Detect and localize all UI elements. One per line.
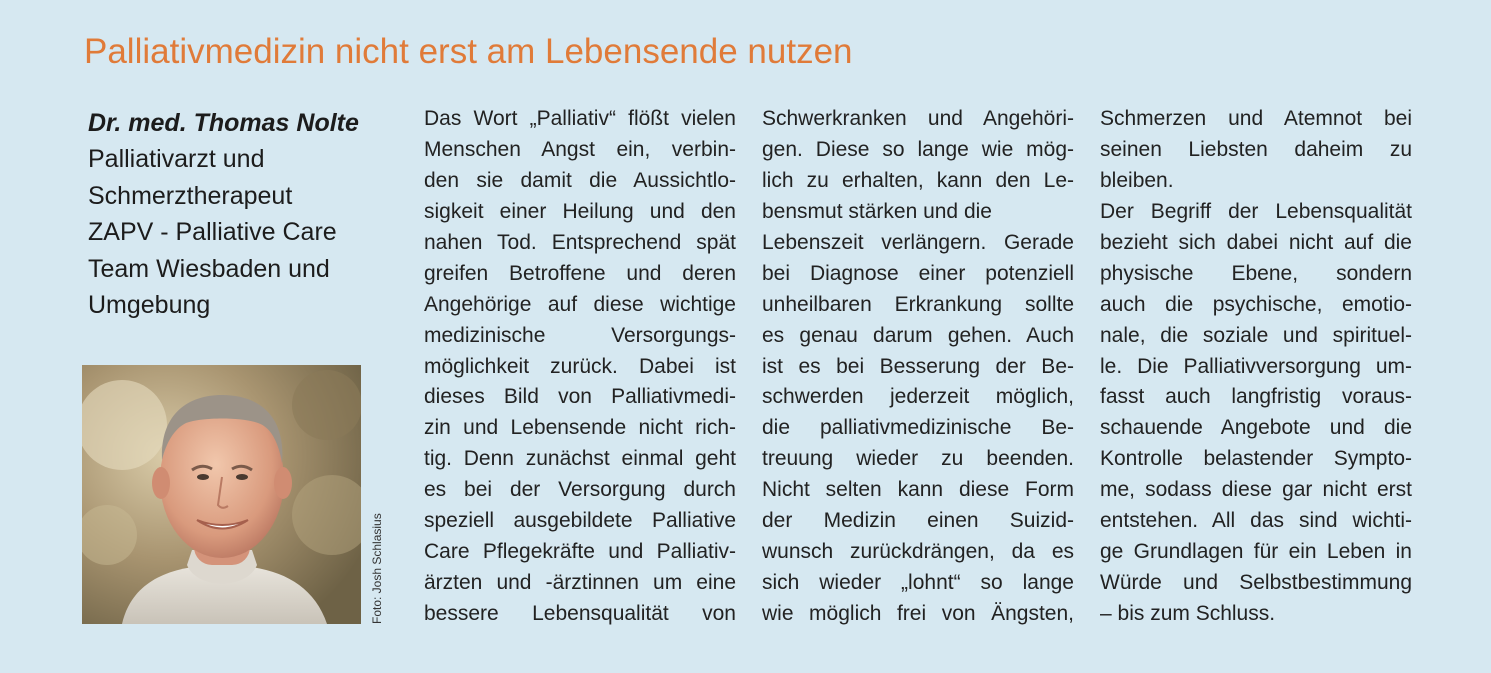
text-line: entstehen. All das sind wichti-: [1100, 509, 1412, 533]
text-line: die palliativmedizinische Be-: [762, 416, 1074, 440]
text-line: physische Ebene, sondern: [1100, 261, 1412, 285]
text-line: bezieht sich dabei nicht auf die: [1100, 230, 1412, 254]
text-line: me, sodass diese gar nicht erst: [1100, 478, 1412, 502]
text-line: unheilbaren Erkrankung sollte: [762, 292, 1074, 316]
text-line: bei Diagnose einer potenziell: [762, 261, 1074, 285]
photo-credit: Foto: Josh Schlasius: [370, 513, 384, 624]
text-line: ge Grundlagen für ein Leben in: [1100, 540, 1412, 564]
text-line: Lebenszeit verlängern. Gerade: [762, 230, 1074, 254]
text-line: tig. Denn zunächst einmal geht: [424, 447, 736, 471]
text-line: Würde und Selbstbestimmung: [1100, 571, 1412, 595]
text-line: gen. Diese so lange wie mög-: [762, 137, 1074, 161]
text-line: sigkeit einer Heilung und den: [424, 199, 736, 223]
text-line: den sie damit die Aussichtlo-: [424, 168, 736, 192]
text-line: bessere Lebensqualität von: [424, 602, 736, 625]
text-line: Schmerzen und Atemnot bei: [1100, 107, 1412, 130]
text-line: wie möglich frei von Ängsten,: [762, 602, 1074, 625]
text-line: lich zu erhalten, kann den Le-: [762, 168, 1074, 192]
text-line: es bei der Versorgung durch: [424, 478, 736, 502]
article-title: Palliativmedizin nicht erst am Lebensende nutzen: [84, 32, 853, 71]
text-line: – bis zum Schluss.: [1100, 602, 1276, 625]
text-line: dieses Bild von Palliativmedi-: [424, 385, 736, 409]
text-column-1: [424, 104, 736, 630]
text-line: Das Wort „Palliativ“ flößt vielen: [424, 107, 736, 130]
text-line: Nicht selten kann diese Form: [762, 478, 1074, 502]
text-line: Care Pflegekräfte und Palliativ-: [424, 540, 736, 564]
author-portrait-photo: [82, 365, 361, 624]
text-line: seinen Liebsten daheim zu: [1100, 137, 1412, 161]
text-line: speziell ausgebildete Palliative: [424, 509, 736, 533]
text-line: greifen Betroffene und deren: [424, 261, 736, 285]
text-column-3: [1100, 104, 1412, 630]
text-line: nale, die soziale und spirituel-: [1100, 323, 1412, 347]
text-line: wunsch zurückdrängen, da es: [762, 540, 1074, 564]
author-role-line: Palliativarzt und: [88, 145, 265, 174]
text-line: le. Die Palliativversorgung um-: [1100, 354, 1412, 378]
text-line: der Medizin einen Suizid-: [762, 509, 1074, 533]
text-line: Menschen Angst ein, verbin-: [424, 137, 736, 161]
text-line: möglichkeit zurück. Dabei ist: [424, 354, 736, 378]
text-line: auch die psychische, emotio-: [1100, 292, 1412, 316]
text-line: fasst auch langfristig voraus-: [1100, 385, 1412, 409]
text-line: Der Begriff der Lebensqualität: [1100, 199, 1412, 223]
author-name: Dr. med. Thomas Nolte: [88, 109, 359, 137]
author-affiliation-line: ZAPV - Palliative Care: [88, 218, 337, 247]
text-line: Schwerkranken und Angehöri-: [762, 107, 1074, 130]
text-line: bleiben.: [1100, 168, 1174, 192]
text-line: es genau darum gehen. Auch: [762, 323, 1074, 347]
text-line: nahen Tod. Entsprechend spät: [424, 230, 736, 254]
text-column-2: [762, 104, 1074, 630]
text-line: Angehörige auf diese wichtige: [424, 292, 736, 316]
text-line: schwerden jederzeit möglich,: [762, 385, 1074, 409]
author-role-line: Schmerztherapeut: [88, 181, 293, 210]
text-line: medizinische Versorgungs-: [424, 323, 736, 347]
text-line: zin und Lebensende nicht rich-: [424, 416, 736, 440]
text-line: ärzten und -ärztinnen um eine: [424, 571, 736, 595]
text-line: ist es bei Besserung der Be-: [762, 354, 1074, 378]
author-block: [88, 105, 388, 323]
text-line: treuung wieder zu beenden.: [762, 447, 1074, 471]
text-line: bensmut stärken und die: [762, 199, 992, 223]
text-line: sich wieder „lohnt“ so lange: [762, 571, 1074, 595]
text-line: Kontrolle belastender Sympto-: [1100, 447, 1412, 471]
text-line: schauende Angebote und die: [1100, 416, 1412, 440]
author-affiliation-line: Team Wiesbaden und: [88, 254, 330, 283]
author-affiliation-line: Umgebung: [88, 291, 211, 320]
